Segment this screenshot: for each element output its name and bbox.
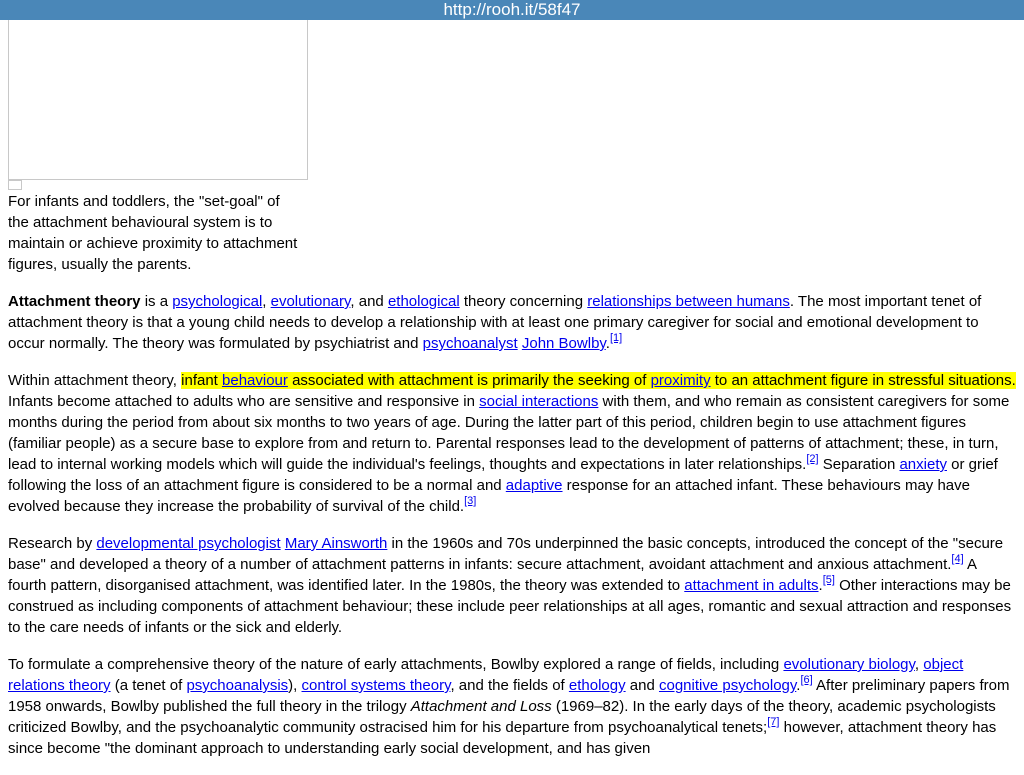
- link-evolutionary-biology[interactable]: evolutionary biology: [783, 656, 915, 673]
- text-run: in the 1960s and 70s underpinned the basic concepts, introduced the concept of the "secure base" and developed a theory of a number of attachment patterns in infants: secure attachment, avoidant attachment and anxious attachment.: [8, 535, 1004, 573]
- citation-2[interactable]: [2]: [806, 453, 819, 465]
- text-run: After preliminary papers from 1958 onwards, Bowlby published the full theory in the trilogy: [8, 677, 1010, 715]
- link-anxiety[interactable]: anxiety: [899, 456, 947, 473]
- broken-image-icon: [8, 180, 22, 190]
- text-run: .: [818, 577, 823, 594]
- link-object-relations-theory[interactable]: object relations theory: [8, 656, 964, 694]
- link-developmental-psychologist[interactable]: developmental psychologist: [96, 535, 281, 552]
- citation-5[interactable]: [5]: [822, 574, 835, 586]
- article-body: [8, 291, 1016, 775]
- text-run: Other interactions may be construed as including components of attachment behaviour; these include peer relationships at all ages, romantic and sexual attraction and responses to the care needs of infants or the sick and elderly.: [8, 577, 1012, 636]
- text-run: Separation: [818, 456, 900, 473]
- paragraph-theory: [8, 370, 1016, 517]
- citation-6[interactable]: [6]: [800, 674, 813, 686]
- link-mary-ainsworth[interactable]: Mary Ainsworth: [284, 535, 388, 552]
- citation-4[interactable]: [4]: [951, 553, 964, 565]
- article-term: Attachment theory: [8, 293, 141, 310]
- paragraph-history: [8, 654, 1016, 759]
- figure-image-frame: [8, 0, 308, 180]
- link-adaptive[interactable]: adaptive: [505, 477, 563, 494]
- text-run: and: [625, 677, 659, 694]
- text-run: or grief following the loss of an attachment figure is considered to be a normal and: [8, 456, 998, 494]
- text-run: however, attachment theory has since become "the dominant approach to understanding early social development, and has given: [8, 719, 997, 757]
- text-run: Infants become attached to adults who are sensitive and responsive in: [8, 393, 480, 410]
- text-run: , and: [350, 293, 388, 310]
- highlight-run: infant: [181, 372, 223, 389]
- link-ethological[interactable]: ethological: [387, 293, 460, 310]
- text-run: , and the fields of: [450, 677, 569, 694]
- highlight-run: to an attachment figure in stressful situations.: [710, 372, 1016, 389]
- text-run: ,: [914, 656, 924, 673]
- highlight-run: associated with attachment is primarily the seeking of: [287, 372, 651, 389]
- link-ethology[interactable]: ethology: [568, 677, 626, 694]
- text-run: theory concerning: [459, 293, 588, 310]
- text-run: .: [796, 677, 801, 694]
- link-social-interactions[interactable]: social interactions: [479, 393, 599, 410]
- text-run: A fourth pattern, disorganised attachment, was identified later. In the 1980s, the theory was extended to: [8, 556, 977, 594]
- citation-3[interactable]: [3]: [464, 495, 477, 507]
- link-control-systems-theory[interactable]: control systems theory: [301, 677, 451, 694]
- link-cognitive-psychology[interactable]: cognitive psychology: [658, 677, 797, 694]
- text-run: ),: [288, 677, 302, 694]
- text-run: (a tenet of: [110, 677, 187, 694]
- text-run: with them, and who remain as consistent caregivers for some months during the period from about six months to two years of age. During the latter part of this period, children begin to use attachment figures (familiar people) as a secure base to explore from and return to. Parental responses lead to the development of patterns of attachment; these, in turn, lead to internal working models which will guide the individual's feelings, thoughts and expectations in later relationships.: [8, 393, 1010, 473]
- text-run: To formulate a comprehensive theory of the nature of early attachments, Bowlby explored a range of fields, including: [8, 656, 784, 673]
- link-psychoanalyst[interactable]: psychoanalyst: [422, 335, 518, 352]
- book-title: Attachment and Loss: [410, 698, 552, 715]
- link-john-bowlby[interactable]: John Bowlby: [521, 335, 606, 352]
- paragraph-research: [8, 533, 1016, 638]
- citation-1[interactable]: [1]: [609, 332, 623, 344]
- text-run: is a: [140, 293, 173, 310]
- text-run: Research by: [8, 535, 97, 552]
- link-psychological[interactable]: psychological: [172, 293, 263, 310]
- paragraph-intro: [8, 291, 1016, 354]
- text-run: ,: [262, 293, 271, 310]
- figure-caption: For infants and toddlers, the "set-goal" of the attachment behavioural system is to maintain or achieve proximity to attachment figures, usually the parents.: [8, 193, 298, 273]
- text-run: response for an attached infant. These behaviours may have evolved because they increase the probability of survival of the child.: [8, 477, 970, 515]
- link-psychoanalysis[interactable]: psychoanalysis: [186, 677, 289, 694]
- link-relationships-between-humans[interactable]: relationships between humans: [587, 293, 790, 310]
- text-run: . The most important tenet of attachment theory is that a young child needs to develop a relationship with at least one primary caregiver for social and emotional development to occur normally. The theory was formulated by psychiatrist and: [8, 293, 982, 352]
- url-text: http://rooh.it/58f47: [443, 0, 581, 19]
- citation-7[interactable]: [7]: [767, 716, 780, 728]
- link-behaviour[interactable]: behaviour: [222, 372, 288, 389]
- url-bar[interactable]: [0, 0, 1024, 20]
- link-attachment-in-adults[interactable]: attachment in adults: [684, 577, 819, 594]
- text-run: Within attachment theory,: [8, 372, 182, 389]
- text-run: .: [605, 335, 610, 352]
- link-evolutionary[interactable]: evolutionary: [270, 293, 351, 310]
- link-proximity[interactable]: proximity: [650, 372, 711, 389]
- text-run: (1969–82). In the early days of the theory, academic psychologists criticized Bowlby, and the psychoanalytic community ostracised him for his departure from psychoanalytical tenets;: [8, 698, 996, 736]
